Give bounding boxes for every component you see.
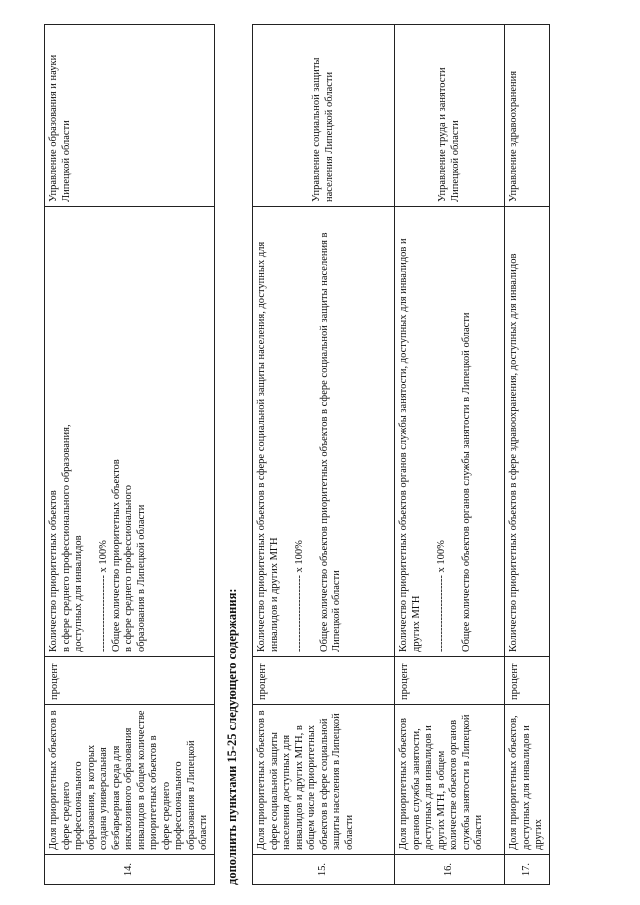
table-row	[395, 25, 505, 885]
indicator-name: Доля приоритетных объектов в сфере среднего профессионального образования, в которых создана универсальная безбарьерная среда для инклюзивного образования инвалидов в общем количестве приоритетных объектов в сфере среднего профессионального образования в Липецкой области	[45, 705, 215, 855]
unit-cell: процент	[253, 657, 395, 705]
row-number: 17.	[505, 855, 550, 885]
row-number: 15.	[253, 855, 395, 885]
table-row	[505, 25, 550, 885]
row-number: 16.	[395, 855, 505, 885]
unit-cell: процент	[395, 657, 505, 705]
unit-cell: процент	[505, 657, 550, 705]
row-number: 14.	[45, 855, 215, 885]
formula-cell: Количество приоритетных объектов органов службы занятости, доступных для инвалидов и других МГН ---------------------- x 100% Общее количество объектов органов службы занятости в Липецкой области	[395, 207, 505, 657]
responsible-org: Управление социальной защиты населения Липецкой области	[253, 25, 395, 207]
unit-cell: процент	[45, 657, 215, 705]
indicators-table-top	[44, 24, 215, 885]
indicator-name: Доля приоритетных объектов, доступных для инвалидов и других	[505, 705, 550, 855]
formula-cell: Количество приоритетных объектов в сфере социальной защиты населения, доступных для инвалидов и других МГН ---------------------- x 100% Общее количество объектов приоритетных объектов в сфере социальной защиты населения в Липецкой области	[253, 207, 395, 657]
responsible-org: Управление образования и науки Липецкой области	[45, 25, 215, 207]
indicator-name: Доля приоритетных объектов органов службы занятости, доступных для инвалидов и других МГН, в общем количестве объектов органов службы занятости в Липецкой области	[395, 705, 505, 855]
responsible-org: Управление труда и занятости Липецкой области	[395, 25, 505, 207]
formula-cell: Количество приоритетных объектов в сфере здравоохранения, доступных для инвалидов	[505, 207, 550, 657]
responsible-org: Управление здравоохранения	[505, 25, 550, 207]
indicators-table-bottom	[252, 24, 550, 885]
table-row	[253, 25, 395, 885]
indicator-name: Доля приоритетных объектов в сфере социальной защиты населения доступных для инвалидов и других МГН, в общем числе приоритетных объектов в сфере социальной защиты населения в Липецкой области	[253, 705, 395, 855]
amendment-caption: дополнить пунктами 15-25 следующего содержания:	[225, 588, 239, 885]
table-row	[45, 25, 215, 885]
formula-cell: Количество приоритетных объектов в сфере среднего профессионального образования, доступных для инвалидов ---------------------- x 100% Общее количество приоритетных объектов в сфере среднего профессионального образования в Липецкой области	[45, 207, 215, 657]
